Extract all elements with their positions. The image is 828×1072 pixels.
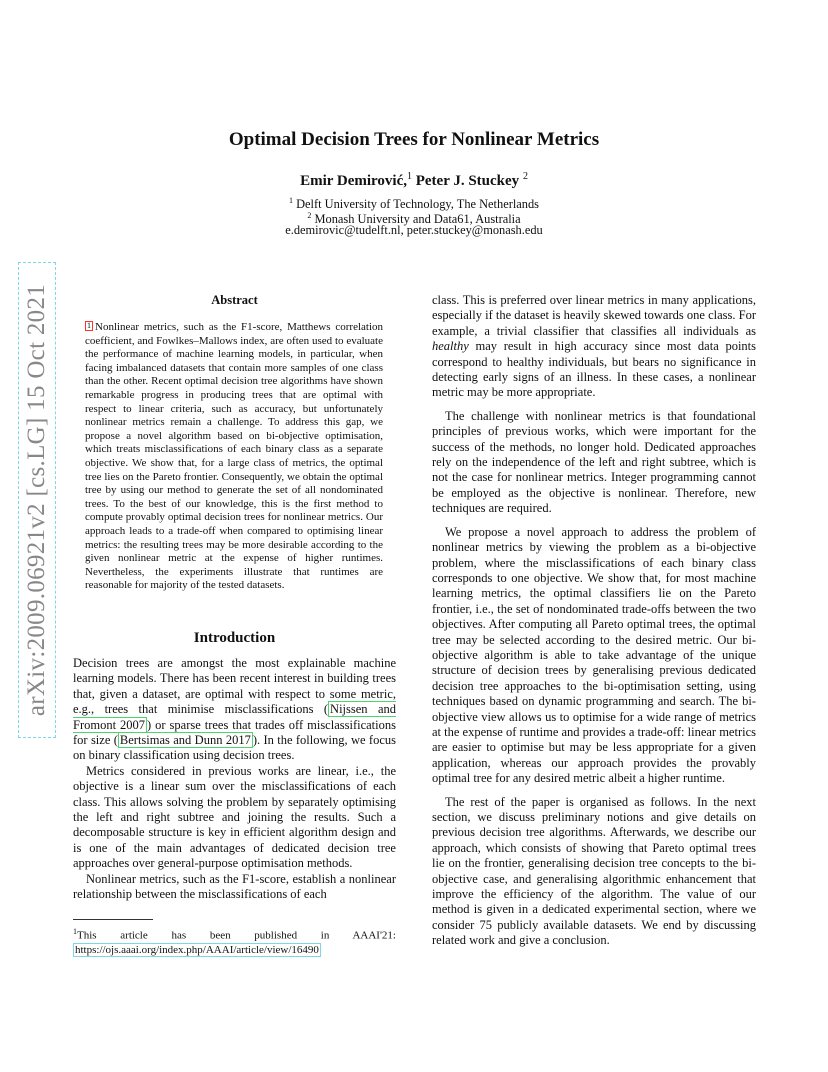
author-line	[0, 171, 828, 190]
right-paragraph-2: The challenge with nonlinear metrics is that foundational principles of previous works, which were important for the success of the methods, no longer hold. Dedicated approaches rely on the independence of the left and right subtree, which is not the case for nonlinear metrics. Integer programming cannot be employed as the objective is nonlinear. Therefore, new techniques are required.	[432, 408, 756, 516]
affiliation-2-text: Monash University and Data61, Australia	[314, 212, 521, 227]
right-p1-emphasis: healthy	[432, 339, 469, 354]
intro-p1-text-b: ) or sparse trees that trades off misclassifications for size (	[73, 717, 396, 748]
author-2-name: Peter J. Stuckey	[415, 173, 520, 189]
footnote	[73, 925, 396, 957]
paper-title: Optimal Decision Trees for Nonlinear Metrics	[228, 129, 600, 150]
abstract-heading: Abstract	[211, 293, 258, 307]
citation-nijssen-fromont[interactable]: Nijssen and Fromont 2007	[73, 702, 396, 732]
footnote-url-link[interactable]: https://ojs.aaai.org/index.php/AAAI/article/view/16490	[75, 943, 319, 956]
abstract-body-text: Nonlinear metrics, such as the F1-score, Matthews correlation coefficient, and Fowlkes–Mallows index, are often used to evaluate the performance of machine learning models, in particular, when facing imbalanced datasets that contain more samples of one class than the other. Recent optimal decision tree algorithms have shown remarkable progress in producing trees that are optimal with respect to linear criteria, such as accuracy, but unfortunately nonlinear metrics remain a challenge. To address this gap, we propose a novel algorithm based on bi-objective optimisation, which treats misclassifications of each binary class as a separate objective. We show that, for a large class of metrics, the optimal tree lies on the Pareto frontier. Consequently, we obtain the optimal tree by using our method to generate the set of all nondominated trees. To the best of our knowledge, this is the first method to compute provably optimal decision trees for nonlinear metrics. Our approach leads to a trade-off when compared to optimising linear metrics: the resulting trees may be more desirable according to the given nonlinear metric at the expense of higher runtimes. Nevertheless, the experiments illustrate that runtimes are reasonable for majority of the tested datasets.	[85, 321, 383, 592]
right-p1-text-b: may result in high accuracy since most data points correspond to healthy individuals, but bears no significance in detecting early signs of an illness. In these cases, a nonlinear metric may be more appropriate.	[432, 339, 756, 400]
author-1-affil-mark: 1	[406, 171, 412, 182]
right-paragraph-3: We propose a novel approach to address the problem of nonlinear metrics by viewing the problem as a bi-objective problem, where the misclassifications of each binary class corresponds to one objective. We show that, for most machine learning metrics, the optimal classifiers lie on the Pareto frontier, i.e., the set of nondominated trade-offs between the two objectives. After computing all Pareto optimal trees, the optimal tree may be selected according to the desired metric. Our bi-objective algorithm is able to take advantage of the unique structure of decision trees by generalising previous dedicated decision tree approaches to the bi-optimisation setting, using techniques based on dynamic programming and search. The bi-objective view allows us to optimise for a wide range of metrics at the expense of runtime and provides a trade-off: linear metrics are easier to optimise but may be less appropriate for a given application, whereas our approach provides the provably optimal tree for any desired metric albeit a higher runtime.	[432, 524, 756, 786]
author-2-affil-mark: 2	[522, 171, 528, 182]
footnote-rule	[73, 919, 153, 920]
footnote-text: This article has been published in AAAI'21:	[77, 929, 396, 942]
right-p1-text-a: class. This is preferred over linear metrics in many applications, especially if the dataset is heavily skewed towards one class. For example, a trivial classifier that classifies all individuals as	[432, 293, 756, 338]
intro-paragraph-3: Nonlinear metrics, such as the F1-score, establish a nonlinear relationship between the misclassifications of each	[73, 871, 396, 902]
author-emails: e.demirovic@tudelft.nl, peter.stuckey@monash.edu	[285, 223, 543, 237]
footnote-link-marker[interactable]: 1	[87, 321, 91, 330]
affiliation-2-mark: 2	[307, 211, 312, 220]
author-1-name: Emir Demirović,	[300, 173, 407, 189]
intro-p1-text-a: Decision trees are amongst the most explainable machine learning models. There has been recent interest in building trees that, given a dataset, are optimal with respect to some metric, e.g., trees that minimise misclassifications (	[73, 656, 396, 717]
introduction-body	[73, 656, 396, 903]
footnote-mark: 1	[73, 927, 77, 936]
intro-p1-text-c: ). In the following, we focus on binary classification using decision trees.	[73, 733, 397, 763]
citation-bertsimas-dunn[interactable]: Bertsimas and Dunn 2017	[119, 733, 251, 748]
right-column-body	[432, 293, 756, 949]
affiliation-1-text: Delft University of Technology, The Netherlands	[296, 197, 539, 212]
affiliation-1-mark: 1	[289, 196, 293, 205]
right-paragraph-4: The rest of the paper is organised as follows. In the next section, we discuss preliminary notions and give details on previous decision tree algorithms. Afterwards, we describe our approach, which consists of showing that Pareto optimal trees lie on the frontier, generalising decision tree concepts to the bi-objective case, and generalising algorithmic enhancement that improve the efficiency of the algorithm. The value of our method is given in a dedicated experimental section, where we consider 75 publicly available datasets. We end by discussing related work and give a conclusion.	[432, 794, 756, 948]
right-paragraph-1	[432, 293, 756, 401]
intro-paragraph-1	[73, 656, 396, 764]
arxiv-identifier[interactable]: arXiv:2009.06921v2 [cs.LG] 15 Oct 2021	[23, 283, 50, 717]
introduction-heading: Introduction	[193, 630, 276, 646]
abstract-text	[85, 321, 383, 593]
intro-paragraph-2: Metrics considered in previous works are linear, i.e., the objective is a linear sum over the misclassifications of each class. This allows solving the problem by separately optimising the left and right subtree and joining the results. Such a decomposable structure is key in efficient algorithm design and is one of the main advantages of dedicated decision tree approaches over general-purpose optimisation methods.	[73, 763, 396, 871]
